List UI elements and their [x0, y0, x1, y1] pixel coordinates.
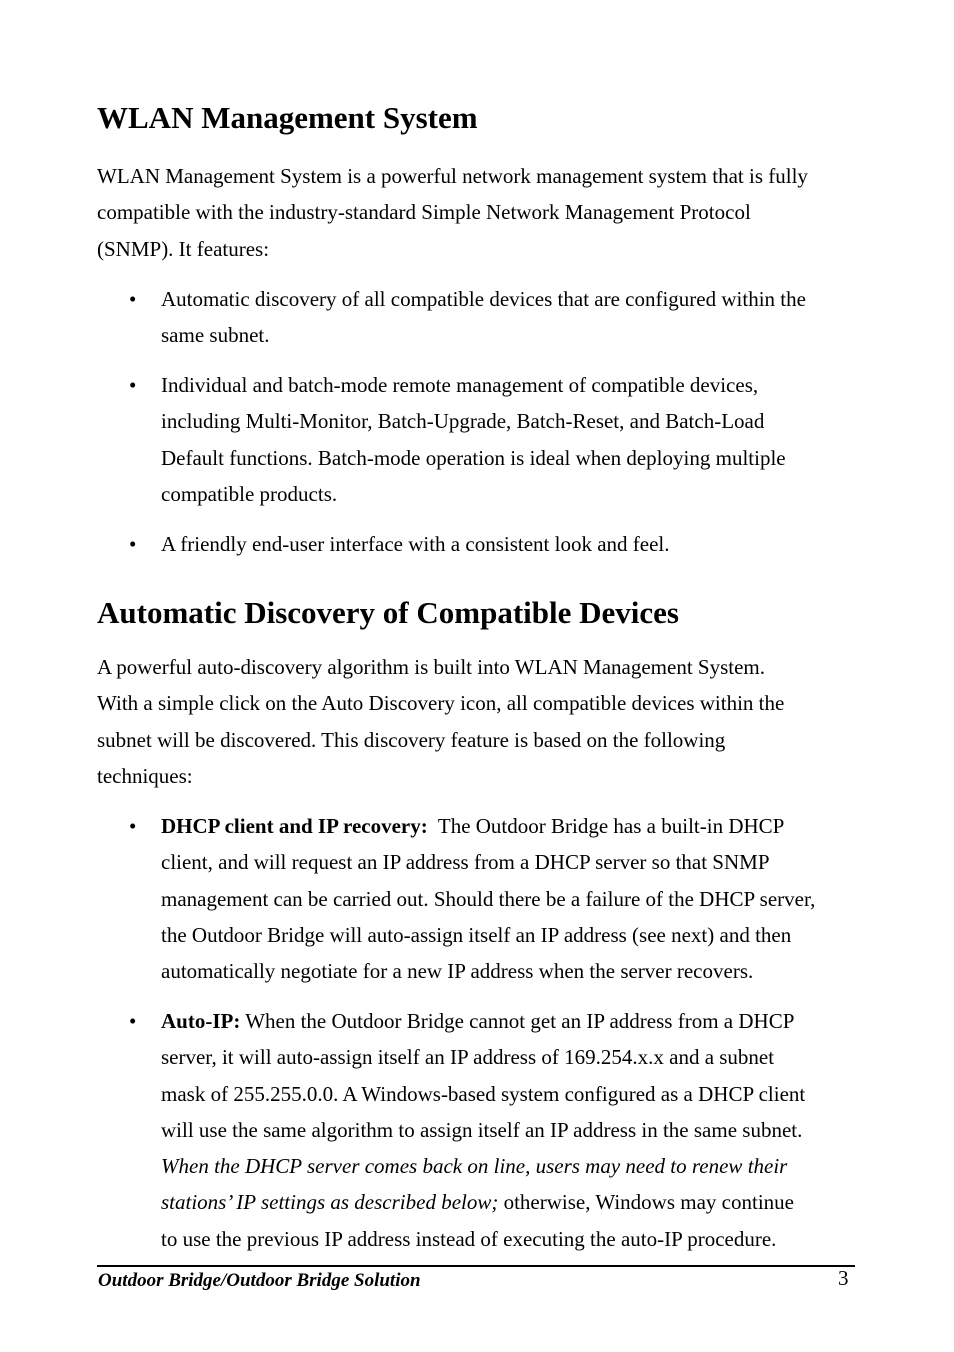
- bullet-text: otherwise, Windows may continue: [498, 1190, 794, 1215]
- page-number: 3: [838, 1266, 849, 1290]
- text-line: the Outdoor Bridge will auto-assign itself an IP address (see next) and then: [161, 922, 792, 947]
- section-heading-automatic-discovery: Automatic Discovery of Compatible Devices: [97, 595, 679, 630]
- text-line: compatible with the industry-standard Simple Network Management Protocol: [97, 200, 751, 225]
- bullet-item: [161, 526, 871, 562]
- text-line: subnet will be discovered. This discovery feature is based on the following: [97, 727, 726, 752]
- bullet-item: [161, 367, 871, 512]
- section-intro-paragraph: [97, 158, 867, 267]
- text-line: WLAN Management System is a powerful network management system that is fully: [97, 164, 808, 188]
- bullet-term: DHCP client and IP recovery:: [161, 814, 428, 838]
- text-line: Automatic discovery of all compatible devices that are configured within the: [161, 287, 806, 311]
- bullet-item-dhcp-client: [161, 808, 871, 989]
- footer-divider: [97, 1265, 855, 1267]
- footer-title: Outdoor Bridge/Outdoor Bridge Solution: [98, 1270, 421, 1291]
- text-line: client, and will request an IP address from a DHCP server so that SNMP: [161, 850, 770, 875]
- text-line: management can be carried out. Should there be a failure of the DHCP server,: [161, 886, 816, 911]
- bullet-text: The Outdoor Bridge has a built-in DHCP: [427, 814, 785, 838]
- bullet-dot-icon: •: [129, 1009, 137, 1033]
- bullet-item: [161, 281, 871, 354]
- bullet-dot-icon: •: [129, 373, 137, 397]
- text-line: will use the same algorithm to assign itself an IP address in the same subnet.: [161, 1117, 803, 1142]
- text-line: With a simple click on the Auto Discovery icon, all compatible devices within the: [97, 691, 785, 716]
- text-line: A powerful auto-discovery algorithm is built into WLAN Management System.: [97, 655, 766, 679]
- italic-text: stations’ IP settings as described below;: [161, 1190, 499, 1215]
- text-line: [161, 808, 871, 844]
- bullet-text: When the Outdoor Bridge cannot get an IP address from a DHCP: [240, 1009, 795, 1033]
- section-heading-wlan-management-system: WLAN Management System: [97, 100, 478, 135]
- text-line: [161, 1148, 871, 1184]
- bullet-dot-icon: •: [129, 532, 137, 556]
- text-line: A friendly end-user interface with a consistent look and feel.: [161, 532, 670, 556]
- text-line: [161, 1184, 871, 1220]
- text-line: compatible products.: [161, 481, 338, 506]
- bullet-term: Auto-IP:: [161, 1009, 241, 1033]
- bullet-dot-icon: •: [129, 814, 137, 838]
- text-line: (SNMP). It features:: [97, 236, 270, 261]
- text-line: automatically negotiate for a new IP address when the server recovers.: [161, 959, 754, 984]
- text-line: server, it will auto-assign itself an IP address of 169.254.x.x and a subnet: [161, 1045, 775, 1070]
- section-intro-paragraph: [97, 649, 867, 794]
- text-line: including Multi-Monitor, Batch-Upgrade, Batch-Reset, and Batch-Load: [161, 409, 765, 434]
- bullet-item-auto-ip: [161, 1003, 871, 1257]
- text-line: to use the previous IP address instead of executing the auto-IP procedure.: [161, 1226, 777, 1251]
- text-line: [161, 1003, 871, 1039]
- text-line: same subnet.: [161, 323, 270, 348]
- text-line: techniques:: [97, 763, 193, 788]
- text-line: Default functions. Batch-mode operation is ideal when deploying multiple: [161, 445, 786, 470]
- text-line: Individual and batch-mode remote management of compatible devices,: [161, 373, 759, 397]
- text-line: mask of 255.255.0.0. A Windows-based system configured as a DHCP client: [161, 1081, 806, 1106]
- bullet-dot-icon: •: [129, 287, 137, 311]
- italic-text: When the DHCP server comes back on line, users may need to renew their: [161, 1154, 788, 1179]
